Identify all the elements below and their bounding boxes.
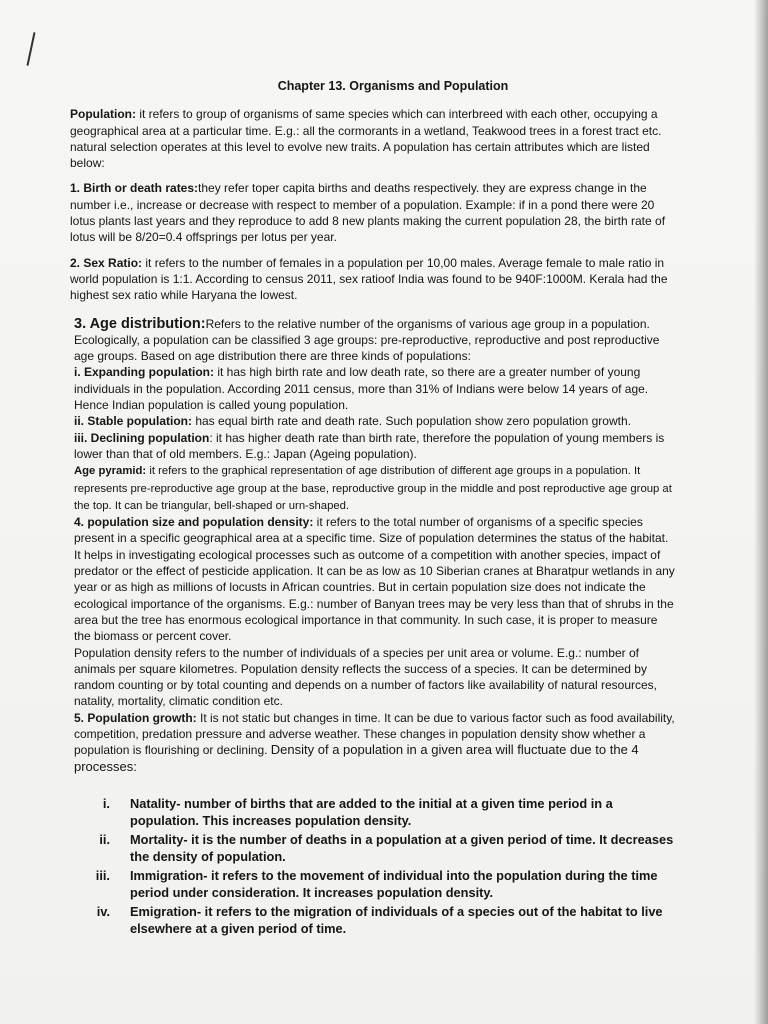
page-title: Chapter 13. Organisms and Population (277, 79, 509, 93)
list-item (70, 795, 676, 830)
page-edge-shadow (754, 0, 768, 1024)
text-age-pyramid: it refers to the graphical representation of age distribution of different age groups in a population. It represents pre-reproductive age group at the base, reproductive group in the middle and post reproductive age group at the top. It can be triangular, bell-shaped or urn-shaped. (74, 465, 672, 512)
paragraph-expanding (74, 364, 676, 413)
document-body (70, 78, 676, 939)
term-age-pyramid: Age pyramid: (74, 465, 147, 478)
text-age-distribution: Refers to the relative number of the organisms of various age group in a population. Ecologically, a population can be classified 3 age groups: pre-reproductive, reproductive and post reproductive age groups. Based on age distribution there are three kinds of populations: (74, 316, 660, 364)
paragraph-growth (74, 710, 676, 775)
term-age-distribution: 3. Age distribution: (74, 315, 206, 332)
paragraph-size-density (74, 514, 676, 644)
paragraph-stable (74, 413, 676, 429)
term-population: Population: (70, 107, 136, 122)
paragraph-density: Population density refers to the number of individuals of a species per unit area or volume. E.g.: number of animals per square kilometres. Population density reflects the success of a species. It can be determined by random counting or by total counting and depends on a number of factors like availability of natural resources, natality, mortality, climatic condition etc. (74, 645, 658, 709)
list-item-text: Natality- number of births that are added to the initial at a given time period in a population. This increases population density. (130, 795, 613, 829)
term-stable: ii. Stable population: (74, 414, 192, 429)
term-declining: iii. Declining population (74, 430, 210, 445)
list-item (70, 831, 676, 866)
list-item-text: Mortality- it is the number of deaths in a population at a given period of time. It decreases the density of population. (130, 831, 674, 865)
paragraph-age-distribution (74, 316, 676, 365)
term-growth: 5. Population growth: (74, 710, 197, 725)
list-item-number: iii. (95, 867, 110, 883)
list-item-text: Emigration- it refers to the migration of individuals of a species out of the habitat to live elsewhere at a given period of time. (130, 903, 663, 937)
list-item (70, 903, 676, 938)
term-expanding: i. Expanding population: (74, 365, 214, 380)
paragraph-sex-ratio (70, 255, 676, 304)
paragraph-age-pyramid (74, 462, 676, 514)
text-population: it refers to group of organisms of same species which can interbreed with each other, occupying a geographical area at a particular time. E.g.: all the cormorants in a wetland, Teakwood trees in a forest tract etc. natural selection operates at this level to evolve new traits. A population has certain attributes which are listed below: (70, 107, 662, 171)
paragraph-birth-death (70, 180, 676, 245)
text-birth-death: they refer toper capita births and deaths respectively. they are express change in the number i.e., increase or decrease with respect to member of a population. Example: if in a pond there were 20 lotus plants last years and they reproduce to add 8 new plants making the current population 28, the birth rate of lotus will be 8/20=0.4 offsprings per lotus per year. (70, 181, 666, 245)
term-size-density: 4. population size and population density: (74, 515, 314, 530)
processes-list (70, 795, 676, 938)
list-item (70, 867, 676, 902)
paragraph-declining (74, 430, 676, 463)
paragraph-population (70, 106, 676, 171)
term-sex-ratio: 2. Sex Ratio: (70, 255, 143, 270)
list-item-number: ii. (99, 831, 110, 847)
text-size-density: it refers to the total number of organisms of a specific species present in a specific geographical area at a specific time. Size of population determines the status of the habitat. It helps in investigating ecological processes such as outcome of a competition with another species, impact of predator or the effect of pesticide application. It can be as low as 10 Siberian cranes at Bharatpur wetlands in any year or as high as millions of locusts in African countries. But in certain population size does not indicate the ecological importance of the organisms. E.g.: number of Banyan trees may be very less than that of shrubs in the area but the tree has enormous ecological importance in that community. In such case, it is proper to measure the biomass or percent cover. (74, 515, 675, 644)
text-growth: It is not static but changes in time. It can be due to various factor such as food availability, competition, predation pressure and adverse weather. These changes in population density show whether a population is flourishing or declining. (74, 710, 675, 758)
text-expanding: it has high birth rate and low death rate, so there are a greater number of young individuals in the population. According 2011 census, more than 31% of Indians were below 14 years of age. Hence Indian population is called young population. (74, 365, 649, 413)
list-item-number: i. (102, 795, 110, 811)
list-item-number: iv. (96, 903, 110, 919)
text-declining: : it has higher death rate than birth rate, therefore the population of young members is lower than that of old members. E.g.: Japan (Ageing population). (74, 430, 665, 461)
list-item-text: Immigration- it refers to the movement of individual into the population during the time period under consideration. It increases population density. (130, 867, 658, 901)
term-birth-death: 1. Birth or death rates: (70, 181, 199, 196)
section-age-distribution (70, 316, 676, 775)
text-stable: has equal birth rate and death rate. Such population show zero population growth. (192, 414, 631, 429)
pen-mark (26, 32, 35, 66)
text-growth-large: Density of a population in a given area will fluctuate due to the 4 processes: (74, 742, 639, 774)
text-sex-ratio: it refers to the number of females in a population per 10,00 males. Average female to male ratio in world population is 1:1. According to census 2011, sex ratioof India was found to be 940F:1000M. Kerala had the highest sex ratio while Haryana the lowest. (70, 255, 668, 303)
